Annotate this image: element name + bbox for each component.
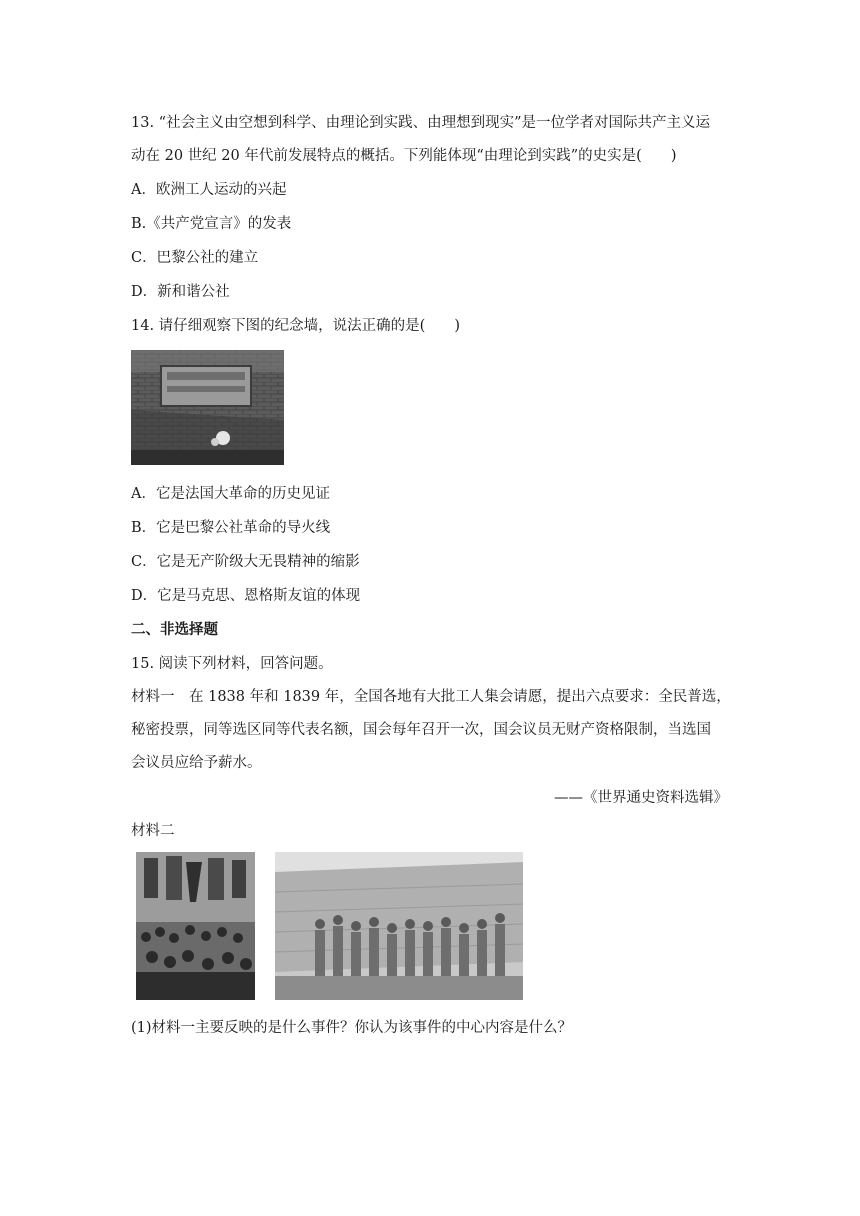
material1-source: ——《世界通史资料选辑》 (554, 790, 728, 806)
section-title: 二、非选择题 (131, 621, 218, 638)
wall-execution-relief (275, 852, 523, 1000)
material1-line1: 材料一 在 1838 年和 1839 年，全国各地有大批工人集会请愿，提出六点要求：全民普选， (131, 689, 731, 705)
memorial-wall-photo (131, 350, 284, 465)
material1-line2: 秘密投票，同等选区同等代表名额，国会每年召开一次，国会议员无财产资格限制，当选国 (131, 722, 711, 738)
q14-option-d: D．它是马克思、恩格斯友谊的体现 (131, 588, 361, 604)
q15-stem: 15. 阅读下列材料，回答问题。 (131, 656, 333, 672)
q14-option-a: A．它是法国大革命的历史见证 (131, 486, 330, 502)
material1-line3: 会议员应给予薪水。 (131, 755, 262, 771)
q14-stem: 14. 请仔细观察下图的纪念墙，说法正确的是( ) (131, 318, 460, 334)
q13-option-c: C．巴黎公社的建立 (131, 250, 259, 266)
q13-line2: 动在 20 世纪 20 年代前发展特点的概括。下列能体现“由理论到实践”的史实是( ) (131, 148, 677, 164)
q13-option-b: B.《共产党宣言》的发表 (131, 216, 292, 232)
q15-sub1: (1)材料一主要反映的是什么事件？你认为该事件的中心内容是什么？ (131, 1020, 573, 1036)
q14-option-b: B．它是巴黎公社革命的导火线 (131, 520, 331, 536)
q13-line1: 13. “社会主义由空想到科学、由理论到实践、由理想到现实”是一位学者对国际共产主义运 (131, 115, 710, 131)
q14-option-c: C．它是无产阶级大无畏精神的缩影 (131, 554, 360, 570)
q13-option-a: A．欧洲工人运动的兴起 (131, 182, 287, 198)
material2-label: 材料二 (131, 823, 175, 839)
q13-option-d: D．新和谐公社 (131, 284, 230, 300)
revolution-crowd-engraving (136, 852, 255, 1000)
